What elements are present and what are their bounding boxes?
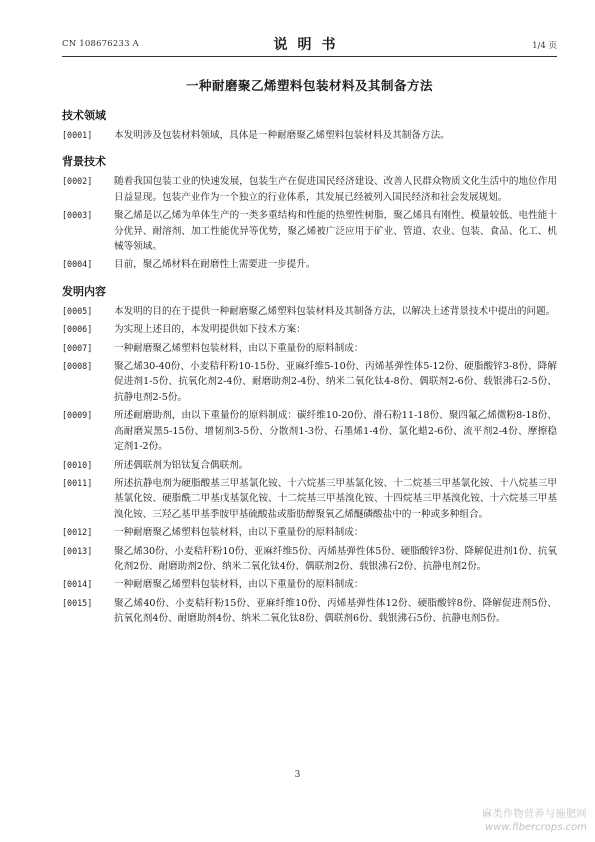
paragraph-text: 为实现上述目的，本发明提供如下技术方案： xyxy=(114,324,306,336)
paragraph-text: 聚乙烯30份、小麦秸秆粉10份、亚麻纤维5份、丙烯基弹性体5份、硬脂酸锌3份、降解促进剂1份、抗氧化剂2份、耐磨助剂2份、纳米二氧化钛4份、偶联剂2份、载银沸石2份、抗静电剂2份。 xyxy=(114,545,557,572)
paragraph-text: 所述偶联剂为铝钛复合偶联剂。 xyxy=(114,459,249,471)
document-number: CN 108676233 A xyxy=(62,39,139,49)
document-body xyxy=(62,108,557,638)
section-heading: 发明内容 xyxy=(62,284,106,298)
paragraph-text: 聚乙烯40份、小麦秸秆粉15份、亚麻纤维10份、丙烯基弹性体12份、硬脂酸锌8份、降解促进剂5份、抗氧化剂4份、耐磨助剂4份、纳米二氧化钛8份、偶联剂6份、载银沸石5份、抗静电剂5份。 xyxy=(114,597,557,625)
paragraph xyxy=(62,304,557,319)
section-heading: 背景技术 xyxy=(62,155,106,169)
paragraph xyxy=(62,341,557,356)
paragraph-number: [0009] xyxy=(62,410,93,421)
paragraph-number: [0012] xyxy=(62,527,93,538)
paragraph-text: 一种耐磨聚乙烯塑料包装材料，由以下重量份的原料制成： xyxy=(114,527,364,539)
paragraph-number: [0001] xyxy=(62,130,93,140)
paragraph-number: [0005] xyxy=(62,305,93,316)
paragraph xyxy=(62,208,557,254)
watermark-site-name: 麻类作物营养与施肥网 xyxy=(482,809,587,820)
paragraph-text: 本发明涉及包装材料领域，具体是一种耐磨聚乙烯塑料包装材料及其制备方法。 xyxy=(114,130,450,141)
paragraph xyxy=(62,544,557,575)
paragraph-text: 聚乙烯是以乙烯为单体生产的一类多重结构和性能的热塑性树脂，聚乙烯具有刚性、模量较低、电性能十分优异、耐溶剂、加工性能优异等优势，聚乙烯被广泛应用于矿业、管道、农业、包装、食品、化工、机械等领域。 xyxy=(114,210,557,253)
paragraph-number: [0004] xyxy=(62,259,93,270)
paragraph-number: [0003] xyxy=(62,210,93,221)
paragraph xyxy=(62,174,557,205)
document-type-title: 说明书 xyxy=(273,37,346,53)
paragraph xyxy=(62,458,557,473)
paragraph xyxy=(62,359,557,405)
section xyxy=(62,108,557,143)
paragraph-text: 一种耐磨聚乙烯塑料包装材料，由以下重量份的原料制成： xyxy=(114,342,364,354)
paragraph-number: [0011] xyxy=(62,477,93,488)
paragraph xyxy=(62,596,557,627)
paragraph xyxy=(62,577,557,592)
paragraph xyxy=(62,128,557,143)
page-count: 1/4 页 xyxy=(532,41,557,51)
paragraph xyxy=(62,257,557,272)
paragraph xyxy=(62,322,557,337)
paragraph-number: [0013] xyxy=(62,545,93,556)
paragraph-number: [0006] xyxy=(62,324,93,335)
site-watermark xyxy=(482,808,587,834)
paragraph-number: [0002] xyxy=(62,176,93,187)
paragraph xyxy=(62,525,557,540)
paragraph-number: [0015] xyxy=(62,597,93,608)
paragraph xyxy=(62,408,557,454)
paragraph-number: [0008] xyxy=(62,361,93,372)
paragraph-text: 所述抗静电剂为硬脂酸基三甲基氯化铵、十六烷基三甲基氯化铵、十二烷基三甲基氯化铵、十八烷基三甲基氯化铵、硬脂酰二甲基戊基氯化铵、十二烷基三甲基溴化铵、十四烷基三甲基溴化铵、十六烷基三甲基溴化铵、三羟乙基甲基季胺甲基硫酸盐或脂肪醇聚氧乙烯醚磷酸盐中的一种或多种组合。 xyxy=(114,477,557,520)
paragraph xyxy=(62,476,557,522)
section-heading: 技术领域 xyxy=(62,109,106,122)
paragraph-text: 本发明的目的在于提供一种耐磨聚乙烯塑料包装材料及其制备方法，以解决上述背景技术中提出的问题。 xyxy=(114,305,556,317)
paragraph-text: 一种耐磨聚乙烯塑料包装材料，由以下重量份的原料制成： xyxy=(114,579,364,591)
invention-title: 一种耐磨聚乙烯塑料包装材料及其制备方法 xyxy=(185,78,433,93)
paragraph-text: 所述耐磨助剂，由以下重量份的原料制成：碳纤维10-20份、滑石粉11-18份、聚四氟乙烯微粉8-18份、高耐磨炭黑5-15份、增韧剂3-5份、分散剂1-3份、石墨烯1-4份、氯化蜡2-6份、流平剂2-4份、摩擦稳定剂1-2份。 xyxy=(114,410,557,453)
paragraph-number: [0007] xyxy=(62,342,93,353)
page-number: 3 xyxy=(294,770,301,780)
paragraph-text: 目前，聚乙烯材料在耐磨性上需要进一步提升。 xyxy=(114,259,316,271)
paragraph-text: 聚乙烯30-40份、小麦秸秆粉10-15份、亚麻纤维5-10份、丙烯基弹性体5-12份、硬脂酸锌3-8份、降解促进剂1-5份、抗氧化剂2-4份、耐磨助剂2-4份、纳米二氧化钛4-8份、偶联剂2-6份、载银沸石2-5份、抗静电剂2-5份。 xyxy=(114,361,557,403)
watermark-url: www.fibercrops.com xyxy=(485,822,587,833)
paragraph-text: 随着我国包装工业的快速发展，包装生产在促进国民经济建设、改善人民群众物质文化生活中的地位作用日益显现。包装产业作为一个独立的行业体系，其发展已经被列入国民经济和社会发展规划。 xyxy=(114,176,557,203)
section xyxy=(62,284,557,627)
page-header xyxy=(62,30,557,57)
section xyxy=(62,154,557,272)
paragraph-number: [0010] xyxy=(62,459,93,470)
paragraph-number: [0014] xyxy=(62,579,93,590)
